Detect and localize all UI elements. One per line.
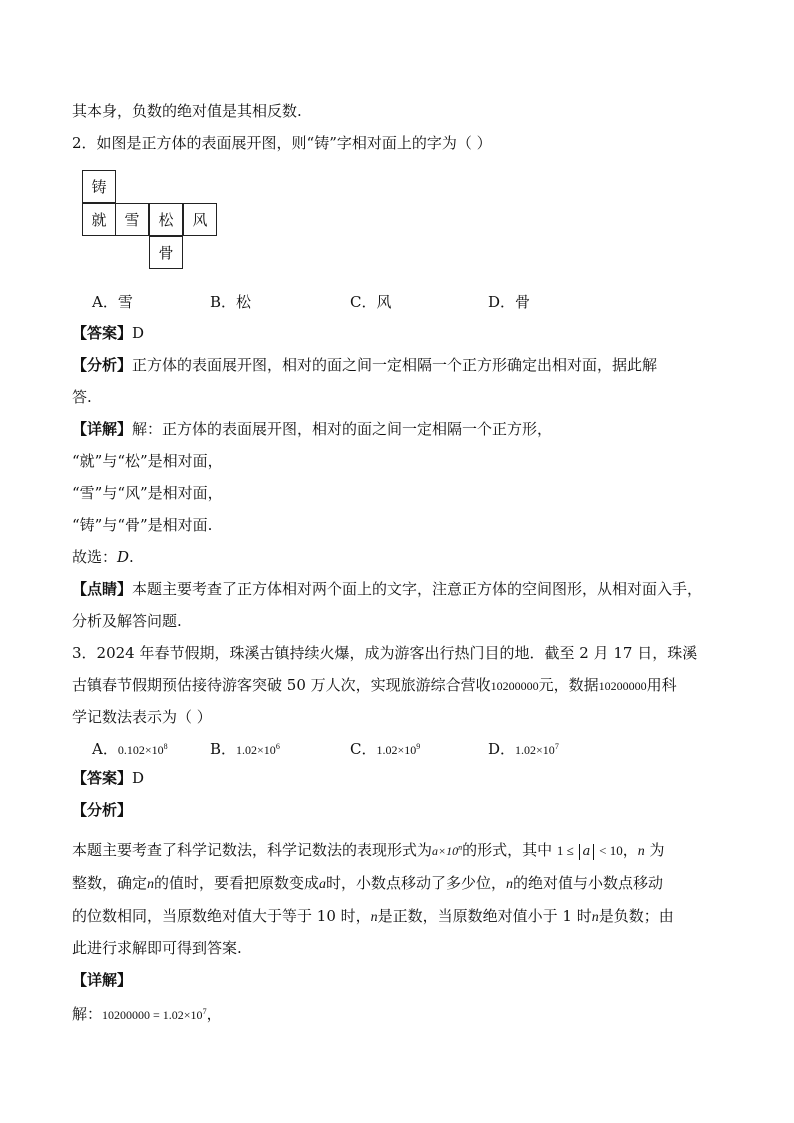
option-formula	[236, 743, 280, 757]
question-2	[72, 133, 492, 153]
analysis-tag: 【分析】	[72, 356, 133, 374]
analysis-text: 此进行求解即可得到答案.	[72, 939, 242, 957]
analysis-text: 答.	[72, 388, 92, 406]
variable-n: n	[591, 910, 599, 925]
option-label: B．	[210, 740, 237, 758]
option-d	[488, 738, 559, 759]
text-line	[72, 101, 302, 121]
analysis-text: 时，小数点移动了多少位，	[326, 874, 507, 892]
choice-line	[72, 547, 134, 567]
range-left: 1 ≤	[556, 843, 574, 858]
detail-tag: 【详解】	[72, 971, 133, 989]
variable-n: n	[506, 877, 514, 892]
option-c: C．风	[350, 293, 392, 311]
question-3	[72, 707, 212, 727]
net-cell-gu: 骨	[149, 236, 183, 269]
formula-base: 1.02×10	[515, 743, 555, 757]
detail-text: 解：	[72, 1005, 103, 1023]
formula-exponent: n	[458, 843, 463, 852]
analysis-text: 本题主要考查了科学记数法，科学记数法的表现形式为	[72, 841, 433, 859]
net-cell-jiu: 就	[82, 203, 116, 236]
option-d: D．骨	[488, 293, 531, 311]
formula-base: 10200000 = 1.02×10	[102, 1008, 203, 1022]
question-3	[72, 643, 697, 663]
option-label: A．	[92, 740, 118, 758]
question-text: 古镇春节假期预估接待游客突破 50 万人次，实现旅游综合营收	[72, 676, 491, 694]
formula-exponent: 9	[416, 742, 421, 751]
analysis-line	[72, 355, 657, 375]
option-formula	[118, 743, 168, 757]
option-a	[92, 738, 168, 759]
analysis-line	[72, 906, 674, 928]
paragraph-text: 其本身，负数的绝对值是其相反数.	[72, 102, 302, 120]
tip-line	[72, 611, 182, 631]
answer-line	[72, 323, 144, 343]
analysis-text: 的值时，要看把原数变成	[154, 874, 320, 892]
formula-exponent: 7	[202, 1007, 207, 1016]
option-b	[210, 738, 280, 759]
analysis-line	[72, 873, 663, 895]
analysis-text: 是负数；由	[598, 907, 674, 925]
absolute-value-a: a	[579, 844, 595, 860]
number-value: 10200000	[490, 679, 539, 693]
choice-prefix: 故选：	[72, 548, 118, 566]
detail-line	[72, 483, 223, 503]
detail-line	[72, 1002, 222, 1025]
analysis-line	[72, 800, 132, 820]
question-text: 学记数法表示为（ ）	[72, 708, 212, 726]
answer-tag: 【答案】	[72, 324, 133, 342]
analysis-text: 是正数，当原数绝对值小于 1 时	[377, 907, 592, 925]
option-formula	[376, 743, 420, 757]
option-b: B．松	[210, 293, 252, 311]
analysis-line	[72, 387, 92, 407]
detail-text: “雪”与“风”是相对面，	[72, 484, 223, 502]
analysis-line: 本题主要考查了科学记数法，科学记数法的表现形式为$a\times 10^n$的形式，其中 1 ≤ a < 10，n 为	[72, 841, 665, 859]
net-cell-song: 松	[149, 203, 183, 236]
formula-exponent: 7	[554, 742, 559, 751]
option-formula	[515, 743, 559, 757]
analysis-tag: 【分析】	[72, 801, 133, 819]
variable-n: n	[637, 844, 645, 859]
detail-text: “就”与“松”是相对面，	[72, 452, 223, 470]
question-text: 元，数据	[538, 676, 599, 694]
formula-base: 1.02×10	[236, 743, 276, 757]
detail-tag: 【详解】	[72, 420, 133, 438]
tip-text: 本题主要考查了正方体相对两个面上的文字，注意正方体的空间图形，从相对面入手，	[132, 580, 703, 598]
analysis-line	[72, 938, 242, 958]
formula-base: 1.02×10	[376, 743, 417, 757]
choice-suffix: .	[129, 548, 134, 566]
variable-n: n	[370, 910, 378, 925]
analysis-text: 整数，确定	[72, 874, 148, 892]
net-cell-xue: 雪	[115, 203, 149, 236]
formula-exponent: 8	[163, 742, 168, 751]
tip-tag: 【点睛】	[72, 580, 133, 598]
option-label: C．	[350, 740, 377, 758]
answer-value: D	[132, 769, 145, 787]
detail-line	[72, 515, 212, 535]
question-text: 用科	[646, 676, 677, 694]
net-cell-feng: 风	[183, 203, 217, 236]
option-label: D．	[488, 740, 516, 758]
analysis-text: 的绝对值与小数点移动	[513, 874, 664, 892]
formula-base: a×10	[432, 844, 459, 858]
detail-line	[72, 451, 223, 471]
variable-a: a	[319, 877, 327, 892]
formula-exponent: 6	[275, 742, 280, 751]
detail-formula	[102, 1008, 207, 1022]
detail-line	[72, 419, 552, 439]
detail-line	[72, 970, 132, 990]
option-a: A．雪	[92, 293, 133, 311]
answer-value: D	[132, 324, 145, 342]
formula-base: 0.102×10	[117, 743, 164, 757]
net-cell-zhu: 铸	[82, 170, 116, 203]
answer-line	[72, 768, 144, 788]
range-right: < 10	[599, 843, 623, 858]
question-text: 3．2024 年春节假期，珠溪古镇持续火爆，成为游客出行热门目的地．截至 2 月 17 日，珠溪	[72, 644, 698, 662]
detail-text: ，	[206, 1005, 222, 1023]
analysis-text: 正方体的表面展开图，相对的面之间一定相隔一个正方形确定出相对面，据此解	[132, 356, 658, 374]
tip-line	[72, 579, 702, 599]
detail-text: 解：正方体的表面展开图，相对的面之间一定相隔一个正方形，	[132, 420, 553, 438]
analysis-text: 的位数相同，当原数绝对值大于等于 10 时，	[72, 907, 371, 925]
choice-value: D	[117, 548, 130, 566]
answer-tag: 【答案】	[72, 769, 133, 787]
analysis-text: 的形式，其中	[462, 841, 553, 859]
number-value: 10200000	[598, 679, 647, 693]
variable-n: n	[147, 877, 155, 892]
option-c	[350, 738, 420, 759]
tip-text: 分析及解答问题.	[72, 612, 182, 630]
analysis-text: 为	[649, 841, 665, 859]
question-text: 2．如图是正方体的表面展开图，则“铸”字相对面上的字为（ ）	[72, 134, 492, 152]
sci-notation-formula	[432, 844, 462, 858]
question-3	[72, 675, 677, 696]
detail-text: “铸”与“骨”是相对面.	[72, 516, 213, 534]
